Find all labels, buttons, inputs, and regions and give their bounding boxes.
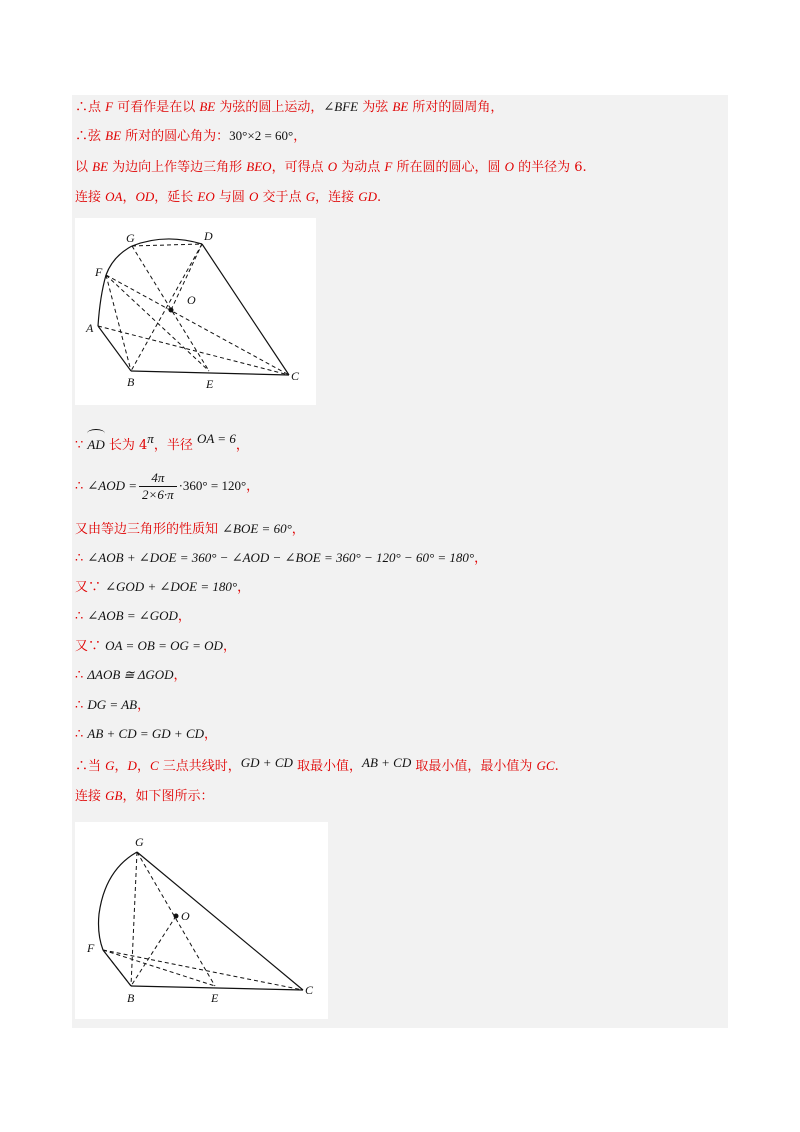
- text-run: 为弦的圆上运动，: [215, 100, 324, 115]
- text-run: 又∵: [75, 580, 106, 595]
- text-run: ，连接: [315, 190, 359, 205]
- segment-EO: EO: [197, 189, 215, 204]
- text-run: 可看作是在以: [113, 100, 200, 115]
- text-run: 取最小值，最小值为: [411, 759, 537, 774]
- label-C: C: [291, 369, 300, 383]
- text-line-2: [75, 127, 306, 146]
- text-run: 所在圆的圆心，圆: [392, 160, 505, 175]
- text-run: 为边向上作等边三角形: [108, 160, 247, 175]
- point-F: F: [105, 99, 114, 114]
- text-line-6: [75, 470, 259, 503]
- text-run: 三点共线时，: [158, 759, 241, 774]
- text-run: 长为 4: [104, 438, 148, 453]
- point-D: D: [127, 758, 137, 773]
- label-C: C: [305, 983, 314, 997]
- segment-BE: BE: [392, 99, 409, 114]
- label-D: D: [204, 229, 213, 243]
- math-fraction: [139, 470, 177, 503]
- label-E: E: [211, 991, 219, 1005]
- point-O: O: [504, 159, 514, 174]
- label-F: F: [87, 941, 95, 955]
- text-line-1: [75, 98, 503, 117]
- math-expression: 30°×2 = 60°: [229, 128, 294, 143]
- math-expression: ·360° = 120°: [178, 478, 247, 493]
- text-run: ∴: [75, 698, 88, 713]
- text-run: ，半径: [153, 438, 197, 453]
- text-run: 连接: [75, 190, 106, 205]
- figure-2: [75, 822, 328, 1019]
- label-G: G: [135, 835, 144, 849]
- text-run: ，: [237, 580, 251, 595]
- text-run: ∴点: [75, 100, 106, 115]
- label-A: A: [86, 321, 94, 335]
- text-run: ，: [173, 668, 187, 683]
- math-expression: OA = OB = OG = OD: [105, 638, 223, 653]
- math-angle-BFE: ∠BFE: [323, 99, 359, 114]
- label-O: O: [181, 909, 190, 923]
- text-line-8: [75, 549, 487, 568]
- math-expression: ΔAOB ≅ ΔGOD: [87, 667, 174, 682]
- text-run: ，可得点: [271, 160, 328, 175]
- math-expression: ∠AOB + ∠DOE = 360° − ∠AOD − ∠BOE = 360° − 120° − 60° = 180°: [87, 550, 475, 565]
- text-run: 交于点: [258, 190, 306, 205]
- point-O: O: [327, 159, 338, 174]
- segment-GD: GD: [358, 189, 377, 204]
- text-run: ∴: [75, 551, 88, 566]
- text-run: ∴: [75, 479, 88, 494]
- figure-2-diagram: [75, 822, 328, 1019]
- text-run: ，: [177, 609, 191, 624]
- text-run: 取最小值，: [292, 759, 363, 774]
- text-run: 为动点: [337, 160, 385, 175]
- math-expression: AB + CD = GD + CD: [87, 726, 204, 741]
- label-O: O: [187, 293, 196, 307]
- text-line-14: [75, 725, 217, 744]
- text-run: 所对的圆心角为：: [121, 129, 230, 144]
- math-angle-AOD: ∠AOD =: [87, 478, 138, 493]
- text-line-7: [75, 520, 305, 539]
- text-run: ，: [235, 438, 249, 453]
- text-run: ，: [204, 727, 218, 742]
- text-run: ，延长: [154, 190, 198, 205]
- segment-BE: BE: [92, 159, 109, 174]
- text-run: 为弦: [358, 100, 393, 115]
- label-E: E: [206, 377, 214, 391]
- figure-1: [75, 218, 316, 405]
- text-line-10: [75, 607, 191, 626]
- text-run: 以: [75, 160, 93, 175]
- segment-BE: BE: [199, 99, 216, 114]
- center-point-O: [174, 914, 179, 919]
- text-line-4: [75, 188, 381, 207]
- math-OA-6: OA = 6: [196, 431, 236, 446]
- label-G: G: [126, 231, 135, 245]
- text-run: ∴: [75, 668, 88, 683]
- math-expression: DG = AB: [87, 697, 138, 712]
- text-line-5: [75, 428, 249, 457]
- segment-GC: GC: [536, 758, 555, 773]
- text-run: 的半径为 6.: [513, 160, 587, 175]
- math-angle-BOE: ∠BOE = 60°: [222, 521, 292, 536]
- text-run: ，: [114, 759, 128, 774]
- math-arc-AD: AD: [87, 428, 104, 456]
- text-line-16: [75, 787, 214, 806]
- label-B: B: [127, 991, 135, 1005]
- text-line-12: [75, 666, 187, 685]
- label-F: F: [95, 265, 103, 279]
- math-expression: GD + CD: [240, 755, 293, 770]
- text-run: ，: [122, 190, 136, 205]
- text-run: ∴: [75, 609, 88, 624]
- text-run: ，: [246, 479, 260, 494]
- point-O: O: [249, 189, 259, 204]
- segment-OD: OD: [135, 189, 155, 204]
- text-run: ，: [291, 522, 305, 537]
- fraction-denominator: 2×6·π: [142, 487, 174, 502]
- segment-GB: GB: [105, 788, 123, 803]
- fraction-numerator: 4π: [139, 470, 177, 487]
- text-line-11: [75, 637, 236, 656]
- text-line-3: [75, 158, 587, 177]
- text-run: ∴当: [75, 759, 106, 774]
- text-run: 又由等边三角形的性质知: [75, 522, 223, 537]
- text-line-15: [75, 757, 559, 776]
- point-C: C: [149, 758, 159, 773]
- point-G: G: [305, 189, 316, 204]
- math-expression: ∠GOD + ∠DOE = 180°: [105, 579, 238, 594]
- text-run: ，如下图所示：: [122, 789, 214, 804]
- point-F: F: [384, 159, 393, 174]
- text-run: .: [377, 190, 382, 205]
- center-point-O: [169, 308, 174, 313]
- text-line-13: [75, 696, 150, 715]
- text-run: 所对的圆周角，: [408, 100, 504, 115]
- segment-OA: OA: [105, 189, 123, 204]
- text-run: ，: [293, 129, 307, 144]
- point-G: G: [105, 758, 115, 773]
- math-pi: π: [147, 431, 154, 446]
- text-line-9: [75, 578, 250, 597]
- segment-BE: BE: [105, 128, 122, 143]
- text-run: ，: [474, 551, 488, 566]
- figure-1-diagram: [75, 218, 316, 405]
- text-run: 与圆: [214, 190, 250, 205]
- text-run: ∵: [75, 438, 88, 453]
- text-run: ，: [137, 698, 151, 713]
- text-run: 连接: [75, 789, 106, 804]
- text-run: 又∵: [75, 639, 106, 654]
- math-expression: AB + CD: [362, 755, 412, 770]
- text-run: ∴弦: [75, 129, 106, 144]
- triangle-BEO: BEO: [246, 159, 272, 174]
- math-expression: ∠AOB = ∠GOD: [87, 608, 178, 623]
- label-B: B: [127, 375, 135, 389]
- text-run: ，: [136, 759, 150, 774]
- text-run: ∴: [75, 727, 88, 742]
- text-run: ，: [222, 639, 236, 654]
- text-run: .: [554, 759, 559, 774]
